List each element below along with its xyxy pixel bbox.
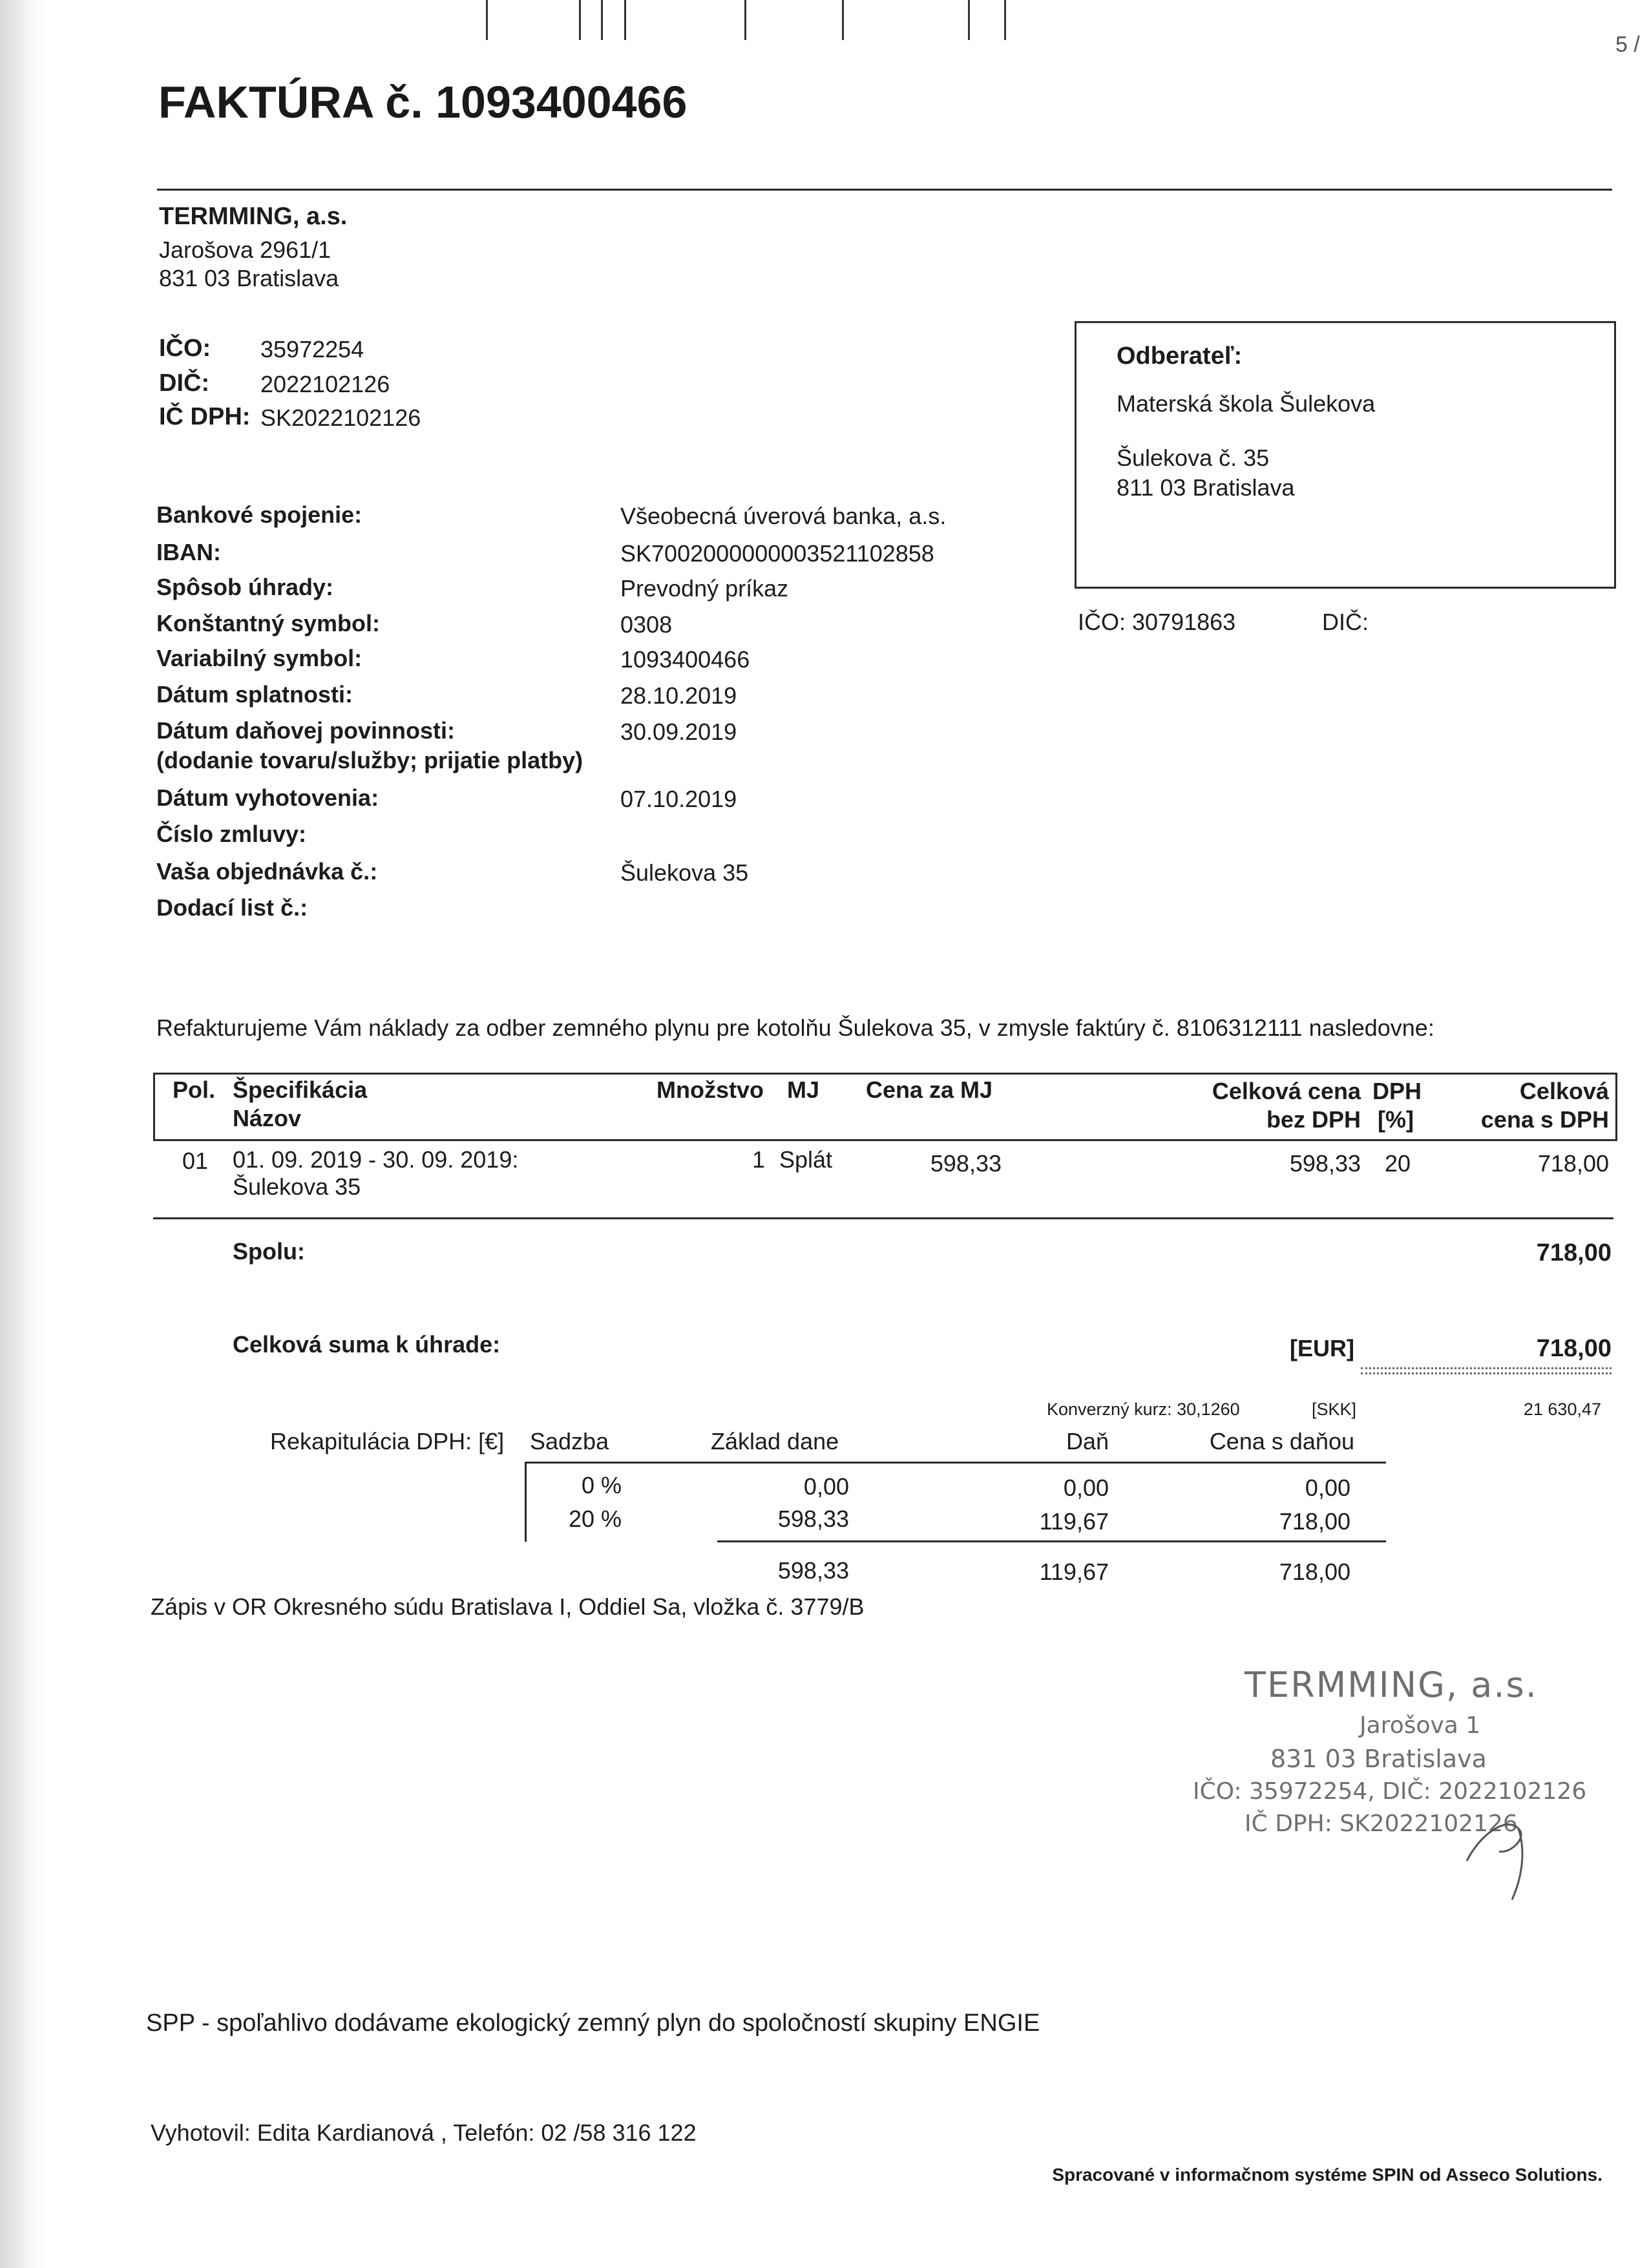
stamp-city: 831 03 Bratislava	[1270, 1745, 1487, 1773]
vat-recap-header-rate: Sadzba	[530, 1428, 609, 1454]
total-value: 718,00	[1536, 1335, 1612, 1362]
vat-recap-base: 0,00	[803, 1473, 849, 1500]
vat-recap-total-tax: 119,67	[1039, 1559, 1109, 1585]
detail-label-contract: Číslo zmluvy:	[156, 821, 307, 847]
col-header-vat-2: [%]	[1378, 1106, 1414, 1133]
vat-recap-gross: 0,00	[1305, 1475, 1350, 1501]
stamp-vat-id: IČ DPH: SK2022102126	[1245, 1811, 1518, 1837]
col-header-qty: Množstvo	[656, 1076, 764, 1103]
vat-recap-total-gross: 718,00	[1279, 1559, 1350, 1585]
customer-box	[1075, 321, 1616, 589]
col-header-pol: Pol.	[173, 1076, 216, 1103]
row-pol: 01	[182, 1148, 209, 1174]
sum-value: 718,00	[1536, 1239, 1612, 1266]
supplier-name: TERMMING, a.s.	[159, 203, 348, 230]
supplier-street: Jarošova 2961/1	[159, 236, 331, 263]
binding-mark	[486, 0, 488, 40]
detail-label-due-date: Dátum splatnosti:	[156, 681, 353, 708]
vat-recap-gross: 718,00	[1279, 1508, 1350, 1535]
supplier-city: 831 03 Bratislava	[159, 265, 339, 291]
detail-label-constant-symbol: Konštantný symbol:	[156, 610, 381, 636]
supplier-dic-label: DIČ:	[159, 370, 210, 397]
detail-value-due-date: 28.10.2019	[620, 682, 737, 709]
vat-recap-header-tax: Daň	[1066, 1428, 1109, 1454]
col-header-net-total-2: bez DPH	[1266, 1106, 1361, 1133]
customer-ico: IČO: 30791863	[1078, 609, 1236, 635]
col-header-gross-total: Celková	[1519, 1078, 1609, 1104]
row-unit: Splát	[779, 1146, 833, 1173]
binding-mark	[1004, 0, 1006, 40]
vat-recap-header-base: Základ dane	[711, 1428, 839, 1454]
col-header-name: Názov	[233, 1105, 302, 1131]
row-gross-total: 718,00	[1537, 1150, 1609, 1177]
detail-label-tax-date: Dátum daňovej povinnosti:	[156, 717, 456, 744]
detail-value-order: Šulekova 35	[620, 859, 749, 886]
invoice-title: FAKTÚRA č. 1093400466	[158, 77, 688, 127]
detail-label-tax-note: (dodanie tovaru/služby; prijatie platby)	[156, 747, 583, 773]
binding-mark	[601, 0, 603, 40]
detail-value-issue-date: 07.10.2019	[620, 786, 737, 812]
stamp-ids: IČO: 35972254, DIČ: 2022102126	[1193, 1778, 1587, 1805]
vat-recap-tax: 0,00	[1063, 1475, 1109, 1501]
customer-label: Odberateľ:	[1117, 342, 1243, 370]
detail-value-iban: SK7002000000003521102858	[620, 540, 934, 567]
binding-mark	[968, 0, 970, 40]
detail-label-variable-symbol: Variabilný symbol:	[156, 645, 362, 671]
row-qty: 1	[751, 1146, 765, 1173]
supplier-ico-label: IČO:	[159, 335, 211, 362]
supplier-ico: 35972254	[260, 336, 364, 362]
conversion-value: 21 630,47	[1523, 1400, 1601, 1419]
title-divider	[157, 189, 1612, 191]
vat-recap-total-rule	[717, 1540, 1386, 1542]
detail-value-constant-symbol: 0308	[620, 611, 673, 638]
slogan: SPP - spoľahlivo dodávame ekologický zemný plyn do spoločností skupiny ENGIE	[146, 2010, 1040, 2037]
conversion-currency: [SKK]	[1312, 1400, 1357, 1419]
col-header-spec: Špecifikácia	[233, 1076, 368, 1103]
items-table-bottom-rule	[153, 1217, 1613, 1219]
stamp-company: TERMMING, a.s.	[1245, 1664, 1538, 1705]
customer-street: Šulekova č. 35	[1117, 445, 1270, 471]
vat-recap-header-rule	[527, 1462, 1386, 1464]
col-header-vat: DPH	[1372, 1078, 1422, 1104]
customer-dic: DIČ:	[1322, 609, 1369, 635]
row-unit-price: 598,33	[930, 1150, 1002, 1177]
detail-label-iban: IBAN:	[156, 539, 221, 565]
sum-label: Spolu:	[233, 1238, 305, 1265]
binding-mark	[624, 0, 626, 40]
customer-name: Materská škola Šulekova	[1117, 390, 1376, 417]
signature-mark	[1447, 1777, 1551, 1906]
issued-by: Vyhotovil: Edita Kardianová , Telefón: 02 /58 316 122	[151, 2119, 697, 2146]
detail-label-payment-method: Spôsob úhrady:	[156, 574, 334, 600]
stamp-street: Jarošova 1	[1360, 1712, 1481, 1739]
system-note: Spracované v informačnom systéme SPIN od Asseco Solutions.	[1052, 2165, 1602, 2185]
register-note: Zápis v OR Okresného súdu Bratislava I, Oddiel Sa, vložka č. 3779/B	[151, 1593, 865, 1620]
page-number: 5 /	[1615, 32, 1640, 57]
vat-recap-header-gross: Cena s daňou	[1209, 1428, 1354, 1454]
detail-value-bank: Všeobecná úverová banka, a.s.	[620, 503, 947, 529]
col-header-gross-total-2: cena s DPH	[1480, 1106, 1609, 1133]
row-spec: 01. 09. 2019 - 30. 09. 2019:	[233, 1146, 519, 1173]
vat-recap-vertical-rule	[525, 1462, 527, 1542]
detail-label-issue-date: Dátum vyhotovenia:	[156, 784, 379, 811]
vat-recap-title: Rekapitulácia DPH: [€]	[270, 1428, 505, 1454]
total-label: Celková suma k úhrade:	[233, 1331, 501, 1358]
detail-label-delivery-note: Dodací list č.:	[156, 894, 308, 921]
supplier-icdph: SK2022102126	[260, 404, 421, 431]
row-vat: 20	[1385, 1150, 1411, 1177]
vat-recap-base: 598,33	[777, 1506, 849, 1532]
row-name: Šulekova 35	[233, 1173, 361, 1200]
detail-value-payment-method: Prevodný príkaz	[620, 575, 789, 602]
conversion-rate: Konverzný kurz: 30,1260	[1047, 1400, 1240, 1419]
vat-recap-total-base: 598,33	[777, 1557, 849, 1584]
row-net-total: 598,33	[1289, 1150, 1361, 1177]
col-header-net-total: Celková cena	[1212, 1078, 1361, 1104]
vat-recap-rate: 0 %	[581, 1472, 622, 1498]
intro-text: Refakturujeme Vám náklady za odber zemného plynu pre kotolňu Šulekova 35, v zmysle faktúry č. 8106312111 nasledovne:	[156, 1014, 1434, 1041]
col-header-unit: MJ	[787, 1076, 820, 1103]
supplier-dic: 2022102126	[260, 371, 390, 397]
total-currency: [EUR]	[1290, 1335, 1354, 1361]
binding-mark	[744, 0, 746, 40]
total-dotted-rule-2	[1361, 1372, 1612, 1374]
detail-value-variable-symbol: 1093400466	[620, 646, 750, 673]
total-dotted-rule	[1361, 1367, 1612, 1369]
detail-label-bank: Bankové spojenie:	[156, 501, 362, 528]
scan-edge-shadow	[0, 0, 45, 2268]
binding-mark	[579, 0, 581, 40]
vat-recap-rate: 20 %	[568, 1506, 622, 1532]
binding-mark	[842, 0, 844, 40]
detail-value-tax-date: 30.09.2019	[620, 719, 737, 745]
detail-label-order: Vaša objednávka č.:	[156, 858, 378, 885]
col-header-unit-price: Cena za MJ	[866, 1076, 993, 1103]
vat-recap-tax: 119,67	[1039, 1508, 1109, 1535]
supplier-icdph-label: IČ DPH:	[159, 403, 251, 430]
customer-city: 811 03 Bratislava	[1117, 474, 1295, 501]
